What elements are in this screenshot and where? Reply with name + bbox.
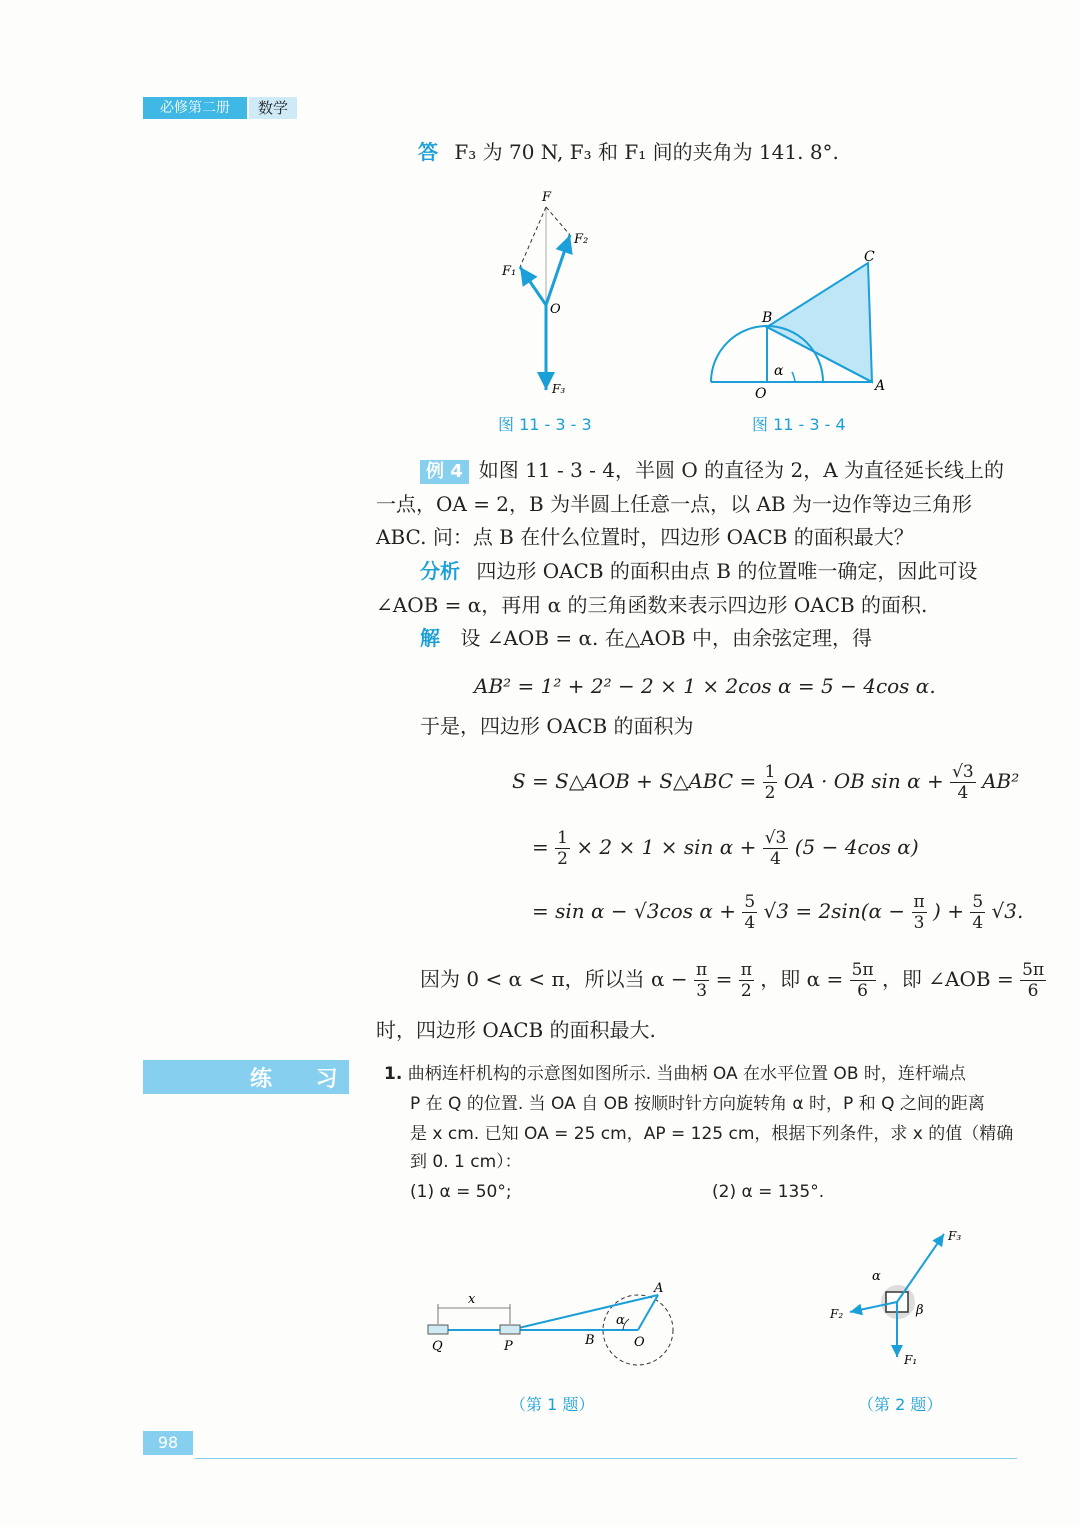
fig2-label-B: B (762, 310, 773, 326)
conclusion-line-2: 时，四边形 OACB 的面积最大. (376, 1018, 656, 1042)
q1-line-3: 是 x cm. 已知 OA = 25 cm，AP = 125 cm，根据下列条件，求 x 的值（精确 (410, 1124, 1014, 1144)
fig2-label-O: O (755, 386, 767, 402)
answer-label: 答 (418, 140, 438, 164)
figure-forces-block (820, 1222, 970, 1372)
equation-area-step3: = sin α − √3cos α + $\frac{5}{4}$ √3 = 2sin(α − $\frac{\pi}{3}$ ) + $\frac{5}{4}$ √3. (532, 892, 1024, 933)
fig2-label-A: A (875, 378, 886, 394)
fig3-label-A: A (654, 1281, 664, 1296)
figure-crank-mechanism (420, 1270, 690, 1380)
example-line-1: 例 4 如图 11 - 3 - 4，半圆 O 的直径为 2，A 为直径延长线上的 (420, 456, 1004, 484)
example-line-3: ABC. 问：点 B 在什么位置时，四边形 OACB 的面积最大？ (376, 525, 914, 549)
figure-11-3-4 (700, 245, 900, 405)
footer-rule (195, 1458, 1017, 1459)
fig4-label-F1: F₁ (904, 1353, 918, 1367)
page-number: 98 (143, 1431, 193, 1455)
q1-line-4: 到 0. 1 cm）： (410, 1152, 522, 1172)
practice-title: 练 习 (250, 1067, 356, 1092)
figure-q1-caption: （第 1 题） (510, 1395, 595, 1414)
fig3-label-P: P (504, 1339, 513, 1354)
solution-line-2: 于是，四边形 OACB 的面积为 (420, 714, 694, 738)
q1-sub-1: (1) α = 50°; (410, 1182, 512, 1202)
q1-sub-2: (2) α = 135°. (712, 1182, 825, 1202)
q1-line-2: P 在 Q 的位置. 当 OA 自 OB 按顺时针方向旋转角 α 时，P 和 Q 之间的距离 (410, 1094, 985, 1114)
figure-11-3-3-caption: 图 11 - 3 - 3 (498, 415, 592, 434)
fig1-label-F: F (542, 190, 552, 205)
fig1-label-F1: F₁ (502, 264, 517, 279)
solution-label: 解 (420, 626, 440, 650)
figure-q2-caption: （第 2 题） (858, 1395, 943, 1414)
q1-line-1: 1. 曲柄连杆机构的示意图如图所示. 当曲柄 OA 在水平位置 OB 时，连杆端点 (384, 1064, 966, 1084)
fig3-label-B: B (585, 1333, 595, 1348)
fig2-label-C: C (864, 249, 875, 265)
conclusion-line-1: 因为 0 < α < π，所以当 α − $\frac{\pi}{3}$ = $\frac{\pi}{2}$ ，即 α = $\frac{5\pi}{6}$ ，即 ∠AOB = $\frac{5\pi}{6}$ (420, 960, 1045, 1001)
figure-11-3-4-caption: 图 11 - 3 - 4 (752, 415, 846, 434)
header-book-title: 必修第二册 (143, 97, 247, 119)
header-subject: 数学 (249, 97, 297, 119)
fig3-label-Q: Q (432, 1339, 443, 1354)
analysis-line-2: ∠AOB = α，再用 α 的三角函数来表示四边形 OACB 的面积. (376, 593, 928, 617)
fig1-label-F2: F₂ (574, 232, 589, 247)
fig4-label-beta: β (916, 1303, 924, 1318)
fig1-label-O: O (550, 302, 561, 317)
fig4-label-F2: F₂ (830, 1307, 844, 1321)
analysis-label: 分析 (420, 559, 460, 583)
equation-cosine-law: AB² = 1² + 2² − 2 × 1 × 2cos α = 5 − 4cos α. (474, 674, 936, 698)
example-line-2: 一点，OA = 2，B 为半圆上任意一点，以 AB 为一边作等边三角形 (376, 492, 972, 516)
fig3-label-alpha: α (616, 1313, 625, 1328)
figure-11-3-3 (490, 185, 610, 400)
fig1-label-F3: F₃ (552, 382, 566, 396)
example-badge: 例 4 (420, 460, 469, 484)
fig4-label-alpha: α (872, 1269, 881, 1284)
fig4-label-F3: F₃ (948, 1229, 962, 1243)
fig3-label-x: x (468, 1292, 476, 1307)
equation-area: S = S△AOB + S△ABC = $\frac{1}{2}$ OA · OB sin α + $\frac{√3}{4}$ AB² (512, 762, 1020, 803)
equation-area-step2: = $\frac{1}{2}$ × 2 × 1 × sin α + $\frac{√3}{4}$ (5 − 4cos α) (532, 828, 919, 869)
fig2-label-alpha: α (774, 363, 784, 379)
answer-line (418, 138, 839, 166)
solution-line-1: 解 设 ∠AOB = α. 在△AOB 中，由余弦定理，得 (420, 626, 872, 650)
answer-text: F₃ 为 70 N, F₃ 和 F₁ 间的夹角为 141. 8°. (454, 140, 839, 164)
analysis-line-1: 分析 四边形 OACB 的面积由点 B 的位置唯一确定，因此可设 (420, 559, 978, 583)
fig3-label-O: O (634, 1335, 645, 1350)
